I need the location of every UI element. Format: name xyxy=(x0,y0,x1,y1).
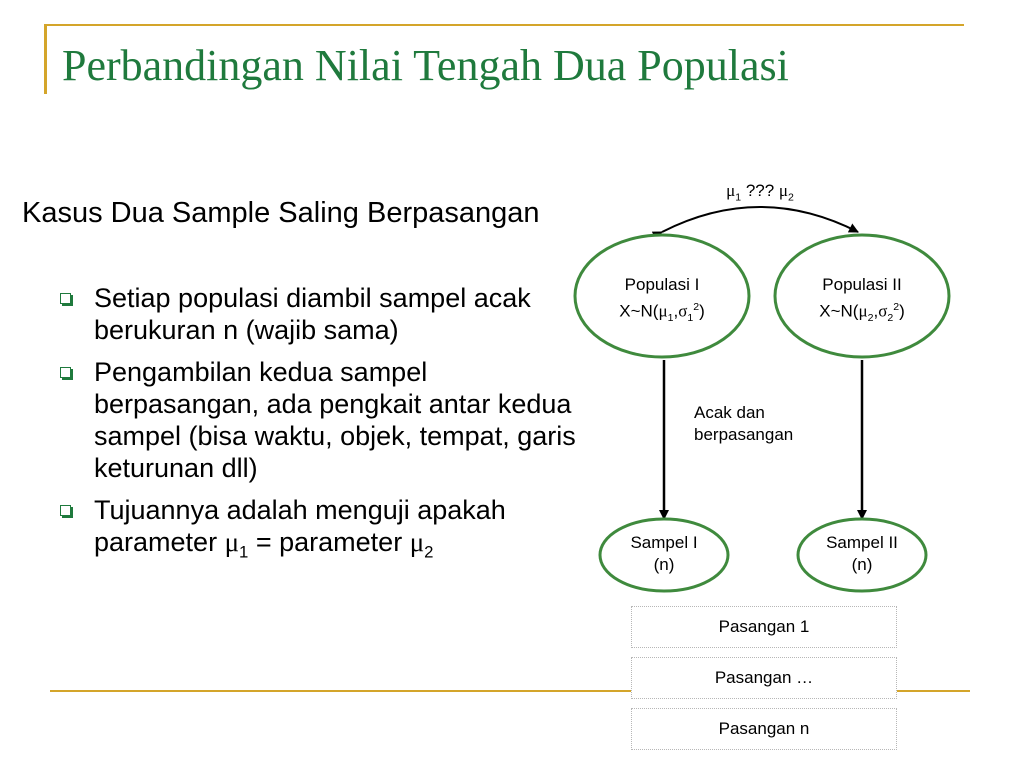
sample-2-name: Sampel II xyxy=(826,533,898,552)
pair-box-middle: Pasangan … xyxy=(631,657,897,699)
population-2-name: Populasi II xyxy=(822,275,902,294)
population-1-distribution: $X\sim N(\mu_1,\sigma_1^2)$ xyxy=(619,301,705,325)
comparison-arc-arrow xyxy=(662,207,858,232)
comparison-label: $\mu_1$ ??? $\mu_2$ xyxy=(726,181,794,204)
population-1-name: Populasi I xyxy=(624,275,700,294)
bullet-text: Pengambilan kedua sampel berpasangan, ada pengkait antar kedua sampel (bisa waktu, objek, tempat, garis keturunan dll) xyxy=(94,357,576,483)
sample-1-size: (n) xyxy=(653,555,675,574)
sample-1-name: Sampel I xyxy=(630,533,698,552)
pair-box-n: Pasangan n xyxy=(631,708,897,750)
bullet-text: Tujuannya adalah menguji apakah parameter $\mu_1$ = parameter $\mu_2$ xyxy=(94,495,506,562)
bullet-text: Setiap populasi diambil sampel acak berukuran n (wajib sama) xyxy=(94,283,531,345)
sample-2-label xyxy=(802,532,922,576)
sample-2-size: (n) xyxy=(851,555,873,574)
slide-title: Perbandingan Nilai Tengah Dua Populasi xyxy=(62,41,789,90)
pair-box-1: Pasangan 1 xyxy=(631,606,897,648)
arrow-label: Acak dan berpasangan xyxy=(694,403,794,444)
section-heading: Kasus Dua Sample Saling Berpasangan xyxy=(22,197,540,229)
population-1-label xyxy=(592,274,732,329)
sample-1-label xyxy=(604,532,724,576)
population-2-distribution: $X\sim N(\mu_2,\sigma_2^2)$ xyxy=(819,301,905,325)
population-2-label xyxy=(792,274,932,329)
